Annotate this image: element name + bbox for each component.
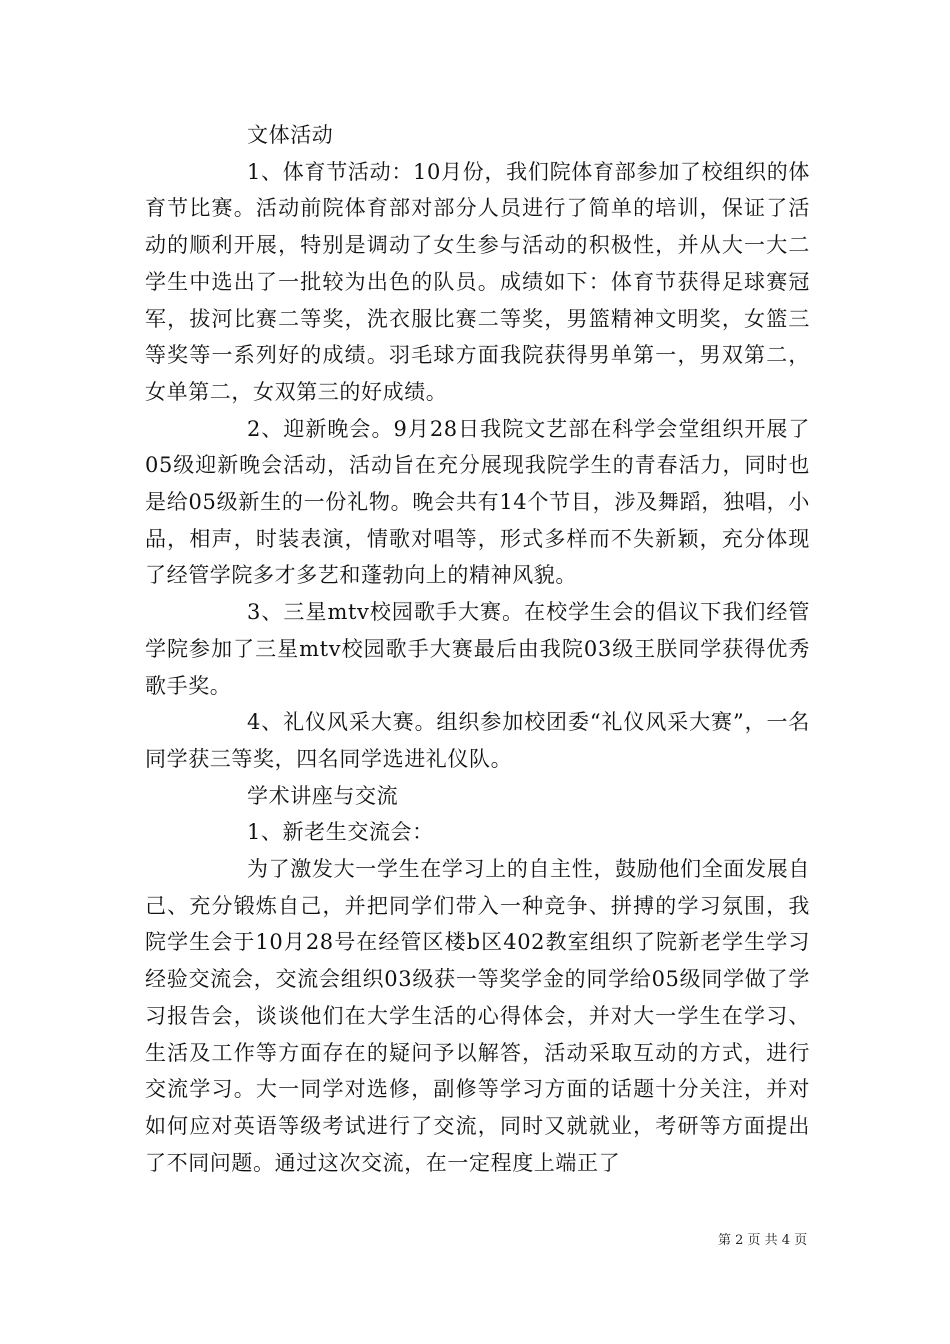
paragraph-sports-festival: 1、体育节活动：10月份，我们院体育部参加了校组织的体育节比赛。活动前院体育部对部分人员进行了简单的培训，保证了活动的顺利开展，特别是调动了女生参与活动的积极性，并从大一大二学生中选出了一批较为出色的队员。成绩如下：体育节获得足球赛冠军，拔河比赛二等奖，洗衣服比赛二等奖，男篮精神文明奖，女篮三等奖等一系列好的成绩。羽毛球方面我院获得男单第一，男双第二，女单第二，女双第三的好成绩。 [145, 159, 810, 404]
paragraph-etiquette-contest: 4、礼仪风采大赛。组织参加校团委“礼仪风采大赛”，一名同学获三等奖，四名同学选进礼仪队。 [145, 710, 810, 771]
paragraph-singer-contest: 3、三星mtv校园歌手大赛。在校学生会的倡议下我们经管学院参加了三星mtv校园歌手大赛最后由我院03级王朕同学获得优秀歌手奖。 [145, 600, 810, 698]
page-number-footer: 第 2 页 共 4 页 [718, 1233, 808, 1248]
subheading-exchange-meeting: 1、新老生交流会： [247, 820, 434, 845]
section-heading-academic: 学术讲座与交流 [247, 783, 399, 808]
section-heading-sports-culture: 文体活动 [247, 123, 334, 147]
document-body [145, 117, 810, 1181]
paragraph-welcome-party: 2、迎新晚会。9月28日我院文艺部在科学会堂组织开展了05级迎新晚会活动，活动旨在充分展现我院学生的青春活力，同时也是给05级新生的一份礼物。晚会共有14个节目，涉及舞蹈，独唱，小品，相声，时装表演，情歌对唱等，形式多样而不失新颖，充分体现了经管学院多才多艺和蓬勃向上的精神风貌。 [145, 416, 810, 588]
paragraph-exchange-meeting: 为了激发大一学生在学习上的自主性，鼓励他们全面发展自己、充分锻炼自己，并把同学们带入一种竞争、拼搏的学习氛围，我院学生会于10月28号在经管区楼b区402教室组织了院新老学生学习经验交流会，交流会组织03级获一等奖学金的同学给05级同学做了学习报告会，谈谈他们在大学生活的心得体会，并对大一学生在学习、生活及工作等方面存在的疑问予以解答，活动采取互动的方式，进行交流学习。大一同学对选修，副修等学习方面的话题十分关注，并对如何应对英语等级考试进行了交流，同时又就就业，考研等方面提出了不同问题。通过这次交流，在一定程度上端正了 [145, 857, 810, 1175]
